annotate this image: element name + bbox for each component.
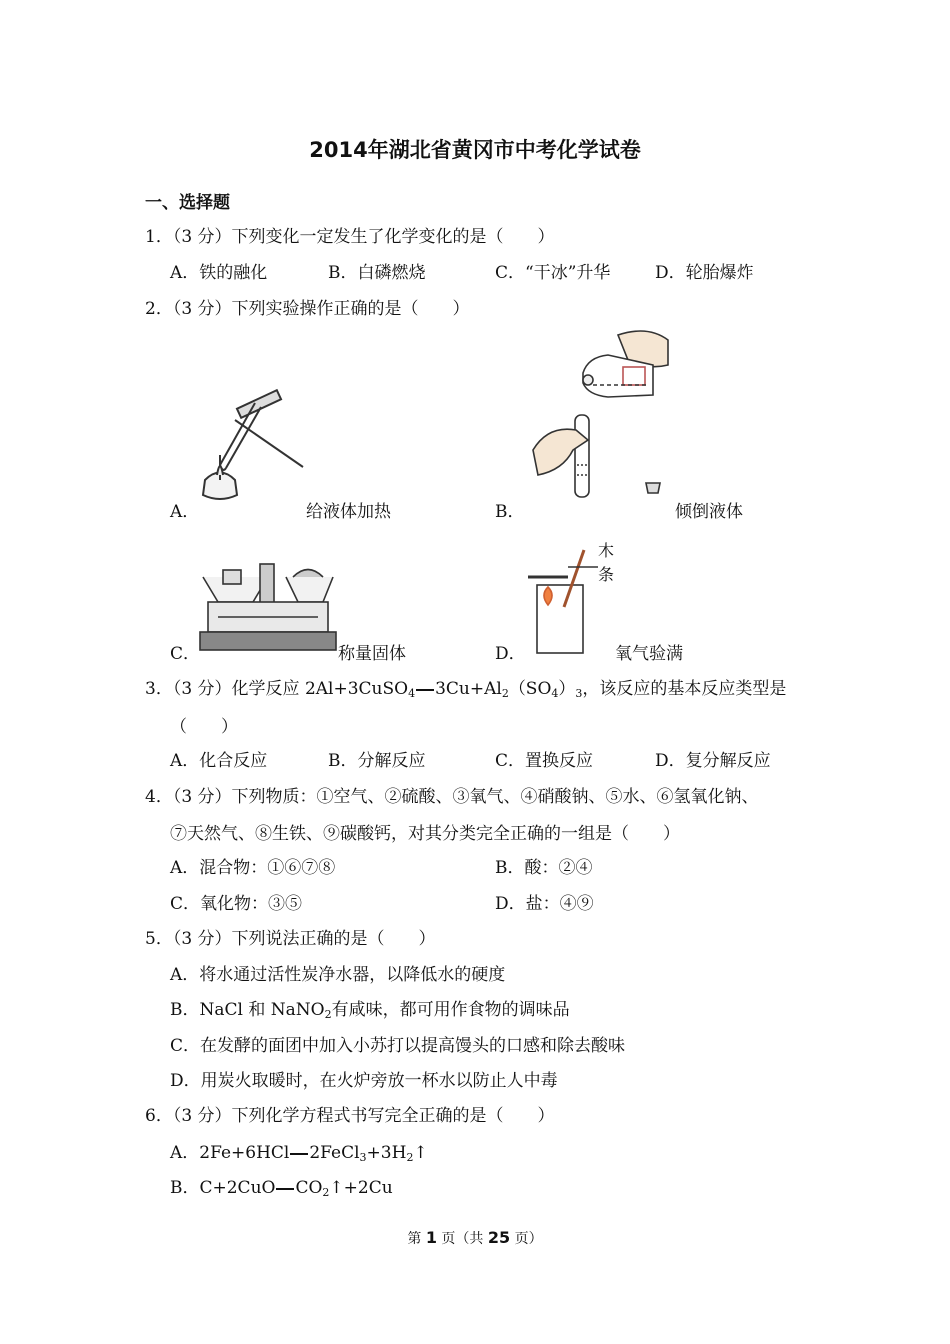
section-heading: 一、选择题 <box>145 193 230 213</box>
q1-option-d: D．轮胎爆炸 <box>655 263 754 283</box>
page-title: 2014年湖北省黄冈市中考化学试卷 <box>309 138 641 162</box>
q3-option-d: D．复分解反应 <box>655 751 771 771</box>
pouring-liquid-figure <box>528 325 678 505</box>
q1-option-a: A．铁的融化 <box>170 263 268 283</box>
q6-option-a: A．2Fe+6HCl $2FeCl_3+3H_2↑$ <box>170 1143 428 1164</box>
q1-option-b: B．白磷燃烧 <box>328 263 426 283</box>
q3-option-b: B．分解反应 <box>328 751 426 771</box>
q4-option-b: B．酸：②④ <box>495 858 593 878</box>
q3-option-a: A．化合反应 <box>170 751 268 771</box>
question-3-stem: 3．（3 分）化学反应 2Al+3CuSO$_4$ $3Cu+Al_2(SO_4)_3$，该反应的基本反应类型是 <box>145 679 787 700</box>
q3-paren: （ ） <box>170 717 238 737</box>
q5-option-c: C．在发酵的面团中加入小苏打以提高馒头的口感和除去酸味 <box>170 1036 626 1056</box>
q2-option-a-caption: 给液体加热 <box>306 502 391 522</box>
question-1-stem: 1．（3 分）下列变化一定发生了化学变化的是（ ） <box>145 227 555 247</box>
q3-option-c: C．置换反应 <box>495 751 594 771</box>
q4-option-a: A．混合物：①⑥⑦⑧ <box>170 858 336 878</box>
q4-option-c: C．氧化物：③⑤ <box>170 894 303 914</box>
question-6-stem: 6．（3 分）下列化学方程式书写完全正确的是（ ） <box>145 1106 555 1126</box>
q4-option-d: D．盐：④⑨ <box>495 894 594 914</box>
q2-d-label-1: 木 <box>598 541 615 560</box>
question-5-stem: 5．（3 分）下列说法正确的是（ ） <box>145 929 436 949</box>
heating-liquid-figure <box>195 395 315 510</box>
q1-option-c: C．“干冰”升华 <box>495 263 611 283</box>
q2-option-c-caption: 称量固体 <box>338 644 406 664</box>
balance-figure <box>198 562 338 657</box>
q2-option-d-caption: 氧气验满 <box>615 644 683 664</box>
q2-d-label-2: 条 <box>598 565 615 584</box>
q2-option-c-letter: C． <box>170 644 201 664</box>
q2-option-a-letter: A． <box>170 502 200 522</box>
q2-option-b-caption: 倾倒液体 <box>675 502 743 522</box>
page-footer: 第 1 页（共 25 页） <box>407 1228 543 1247</box>
question-4-line-2: ⑦天然气、⑧生铁、⑨碳酸钙，对其分类完全正确的一组是（ ） <box>170 824 680 844</box>
q2-option-d-letter: D． <box>495 644 526 664</box>
q6-option-b: B．C+2CuO $CO_2↑+2Cu$ <box>170 1178 393 1199</box>
question-2-stem: 2．（3 分）下列实验操作正确的是（ ） <box>145 299 470 319</box>
q5-option-b: B．NaCl 和 NaNO$_2$有咸味，都可用作食物的调味品 <box>170 1000 570 1021</box>
q5-option-d: D．用炭火取暖时，在火炉旁放一杯水以防止人中毒 <box>170 1071 558 1091</box>
q5-option-a: A．将水通过活性炭净水器，以降低水的硬度 <box>170 965 506 985</box>
q2-option-b-letter: B． <box>495 502 525 522</box>
question-4-line-1: 4．（3 分）下列物质：①空气、②硫酸、③氧气、④硝酸钠、⑤水、⑥氢氧化钠、 <box>145 787 759 807</box>
